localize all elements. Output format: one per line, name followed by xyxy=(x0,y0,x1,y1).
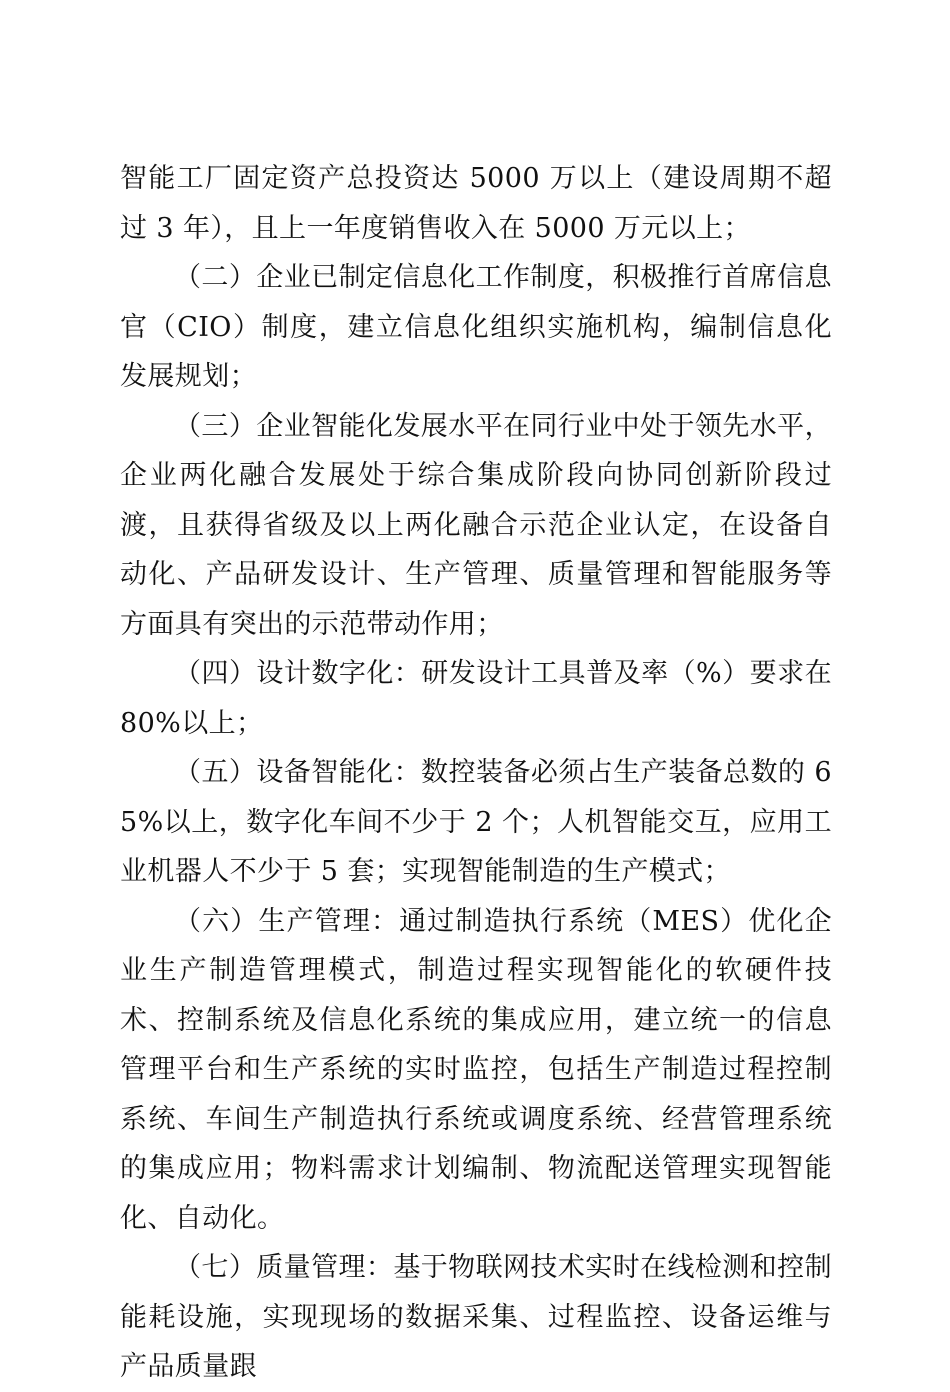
paragraph-item-4-design-digitalization: （四）设计数字化：研发设计工具普及率（%）要求在 80%以上； xyxy=(120,658,832,739)
paragraph-item-2-cio: （二）企业已制定信息化工作制度，积极推行首席信息官（CIO）制度，建立信息化组织实施机构，编制信息化发展规划； xyxy=(120,262,832,392)
paragraph-item-7-quality-management: （七）质量管理：基于物联网技术实时在线检测和控制能耗设施，实现现场的数据采集、过程监控、设备运维与产品质量跟 xyxy=(120,1252,832,1382)
paragraph-item-3-integration: （三）企业智能化发展水平在同行业中处于领先水平，企业两化融合发展处于综合集成阶段向协同创新阶段过渡，且获得省级及以上两化融合示范企业认定，在设备自动化、产品研发设计、生产管理、质量管理和智能服务等方面具有突出的示范带动作用； xyxy=(120,410,832,640)
paragraph-investment-continuation: 智能工厂固定资产总投资达 5000 万以上（建设周期不超过 3 年），且上一年度销售收入在 5000 万元以上； xyxy=(120,163,832,244)
document-body xyxy=(120,154,832,1392)
paragraph-item-6-production-management: （六）生产管理：通过制造执行系统（MES）优化企业生产制造管理模式，制造过程实现智能化的软硬件技术、控制系统及信息化系统的集成应用，建立统一的信息管理平台和生产系统的实时监控，包括生产制造过程控制系统、车间生产制造执行系统或调度系统、经营管理系统的集成应用；物料需求计划编制、物流配送管理实现智能化、自动化。 xyxy=(120,905,832,1234)
paragraph-item-5-equipment-intelligence: （五）设备智能化：数控装备必须占生产装备总数的 65%以上，数字化车间不少于 2 个；人机智能交互，应用工业机器人不少于 5 套；实现智能制造的生产模式； xyxy=(120,757,832,887)
